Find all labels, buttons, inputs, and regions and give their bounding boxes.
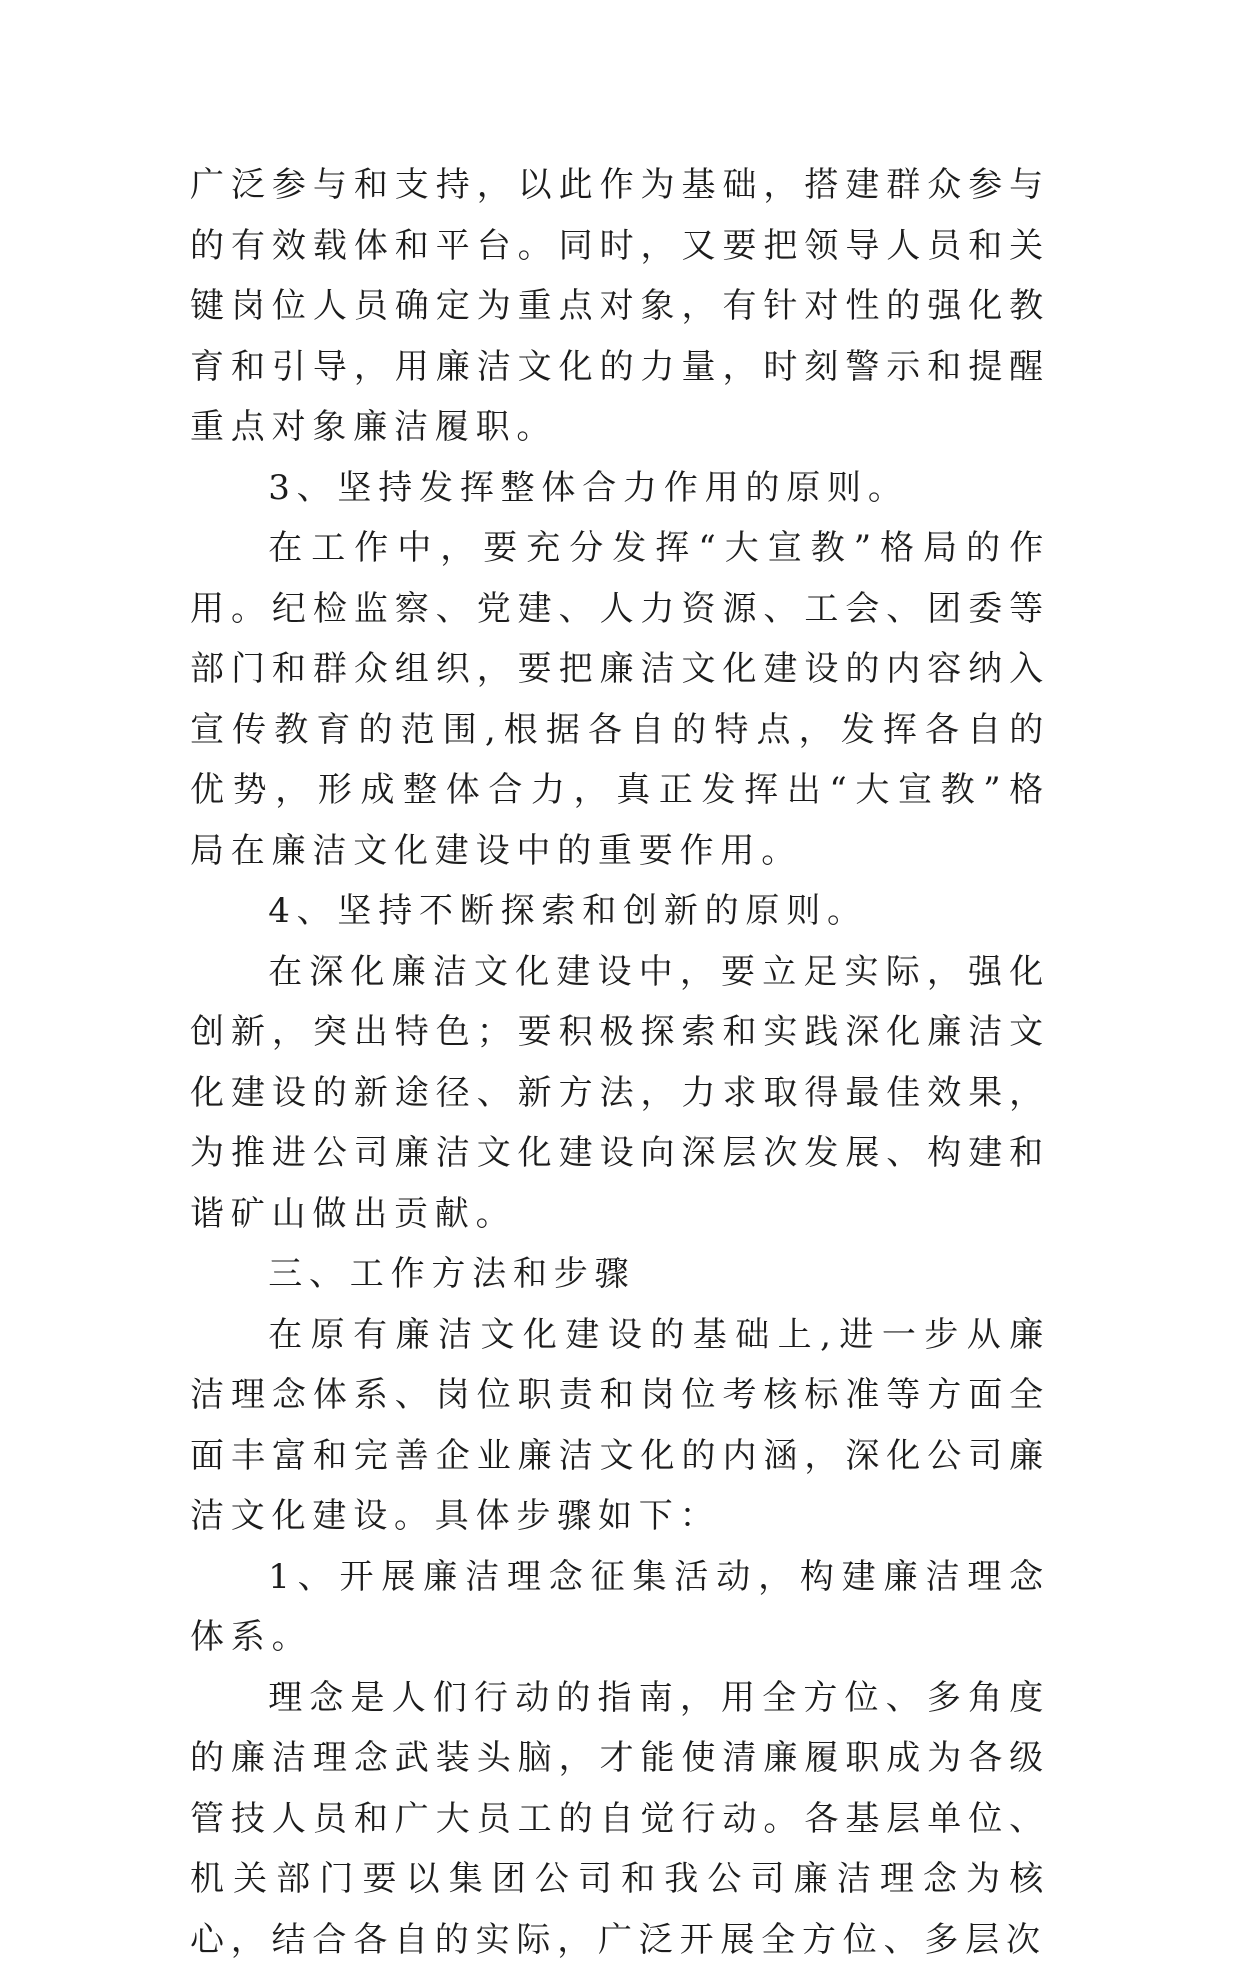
heading-principle-4: 4、坚持不断探索和创新的原则。 <box>190 881 1050 942</box>
paragraph-continuation: 广泛参与和支持，以此作为基础，搭建群众参与的有效载体和平台。同时，又要把领导人员和关键岗位人员确定为重点对象，有针对性的强化教育和引导，用廉洁文化的力量，时刻警示和提醒重点对象廉洁履职。 <box>190 155 1050 458</box>
document-body <box>190 155 1050 1970</box>
paragraph-step-1: 理念是人们行动的指南，用全方位、多角度的廉洁理念武装头脑，才能使清廉履职成为各级管技人员和广大员工的自觉行动。各基层单位、机关部门要以集团公司和我公司廉洁理念为核心，结合各自的实际，广泛开展全方位、多层次 <box>190 1668 1050 1970</box>
paragraph-methods-intro: 在原有廉洁文化建设的基础上,进一步从廉洁理念体系、岗位职责和岗位考核标准等方面全面丰富和完善企业廉洁文化的内涵，深化公司廉洁文化建设。具体步骤如下： <box>190 1305 1050 1547</box>
paragraph-principle-4: 在深化廉洁文化建设中，要立足实际，强化创新，突出特色；要积极探索和实践深化廉洁文化建设的新途径、新方法，力求取得最佳效果，为推进公司廉洁文化建设向深层次发展、构建和谐矿山做出贡献。 <box>190 942 1050 1245</box>
heading-step-1: 1、开展廉洁理念征集活动，构建廉洁理念体系。 <box>190 1547 1050 1668</box>
paragraph-principle-3: 在工作中，要充分发挥“大宣教”格局的作用。纪检监察、党建、人力资源、工会、团委等部门和群众组织，要把廉洁文化建设的内容纳入宣传教育的范围,根据各自的特点，发挥各自的优势，形成整体合力，真正发挥出“大宣教”格局在廉洁文化建设中的重要作用。 <box>190 518 1050 881</box>
heading-principle-3: 3、坚持发挥整体合力作用的原则。 <box>190 458 1050 519</box>
section-heading-methods: 三、工作方法和步骤 <box>190 1244 1050 1305</box>
